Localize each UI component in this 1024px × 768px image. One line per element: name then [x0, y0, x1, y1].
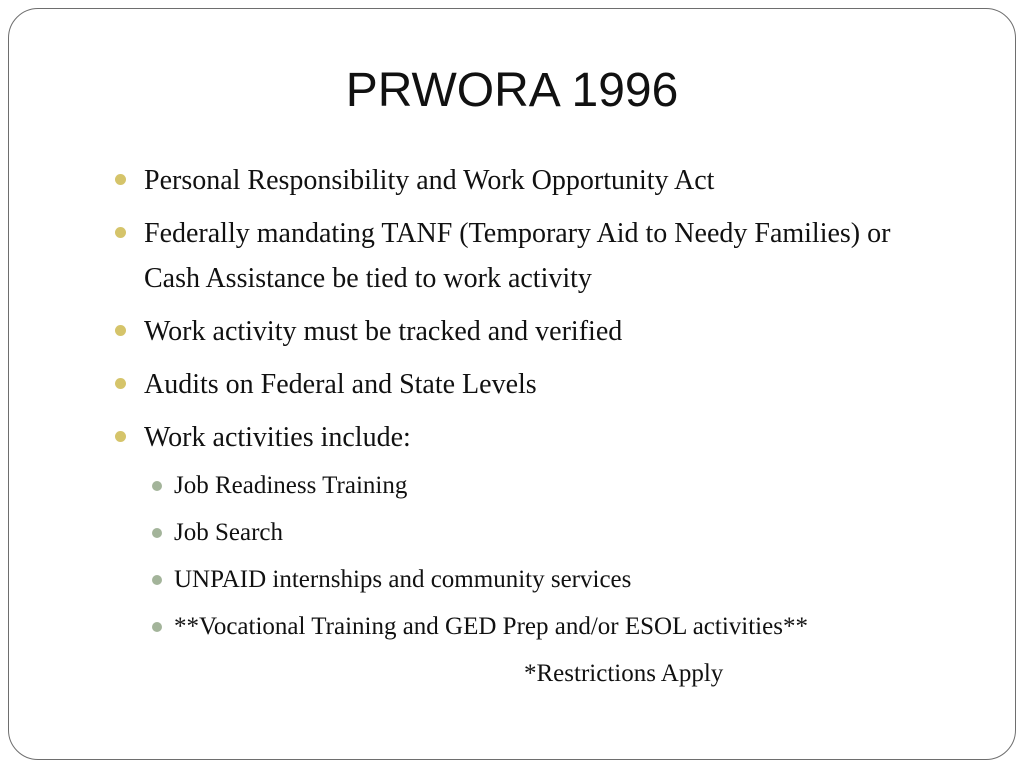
bullet-item — [114, 158, 914, 203]
sub-bullet-text: Job Search — [174, 519, 283, 546]
bullet-item — [114, 415, 914, 460]
restrictions-note-text: *Restrictions Apply — [524, 660, 724, 687]
bullet-item — [114, 211, 914, 301]
bullet-list — [114, 158, 914, 703]
restrictions-note — [114, 656, 914, 692]
bullet-dot-icon — [115, 227, 126, 238]
sub-bullet-text: Job Readiness Training — [174, 472, 408, 499]
bullet-dot-icon — [115, 325, 126, 336]
bullet-text: Work activities include: — [144, 422, 411, 453]
sub-bullet-item — [114, 562, 914, 598]
bullet-text: Work activity must be tracked and verified — [144, 316, 623, 347]
slide-title: PRWORA 1996 — [345, 64, 679, 117]
sub-bullet-dot-icon — [152, 481, 162, 491]
bullet-dot-icon — [115, 174, 126, 185]
sub-bullet-dot-icon — [152, 575, 162, 585]
bullet-dot-icon — [115, 378, 126, 389]
bullet-text: Audits on Federal and State Levels — [144, 369, 537, 400]
sub-bullet-text: **Vocational Training and GED Prep and/or ESOL activities** — [174, 613, 808, 640]
bullet-text: Federally mandating TANF (Temporary Aid to Needy Families) or Cash Assistance be tied to work activity — [144, 218, 891, 294]
sub-bullet-item — [114, 468, 914, 504]
sub-bullet-item — [114, 609, 914, 645]
sub-bullet-text: UNPAID internships and community services — [174, 566, 632, 593]
bullet-item — [114, 362, 914, 407]
bullet-dot-icon — [115, 431, 126, 442]
sub-bullet-dot-icon — [152, 622, 162, 632]
sub-bullet-dot-icon — [152, 528, 162, 538]
bullet-item — [114, 309, 914, 354]
sub-bullet-item — [114, 515, 914, 551]
bullet-text: Personal Responsibility and Work Opportunity Act — [144, 165, 715, 196]
